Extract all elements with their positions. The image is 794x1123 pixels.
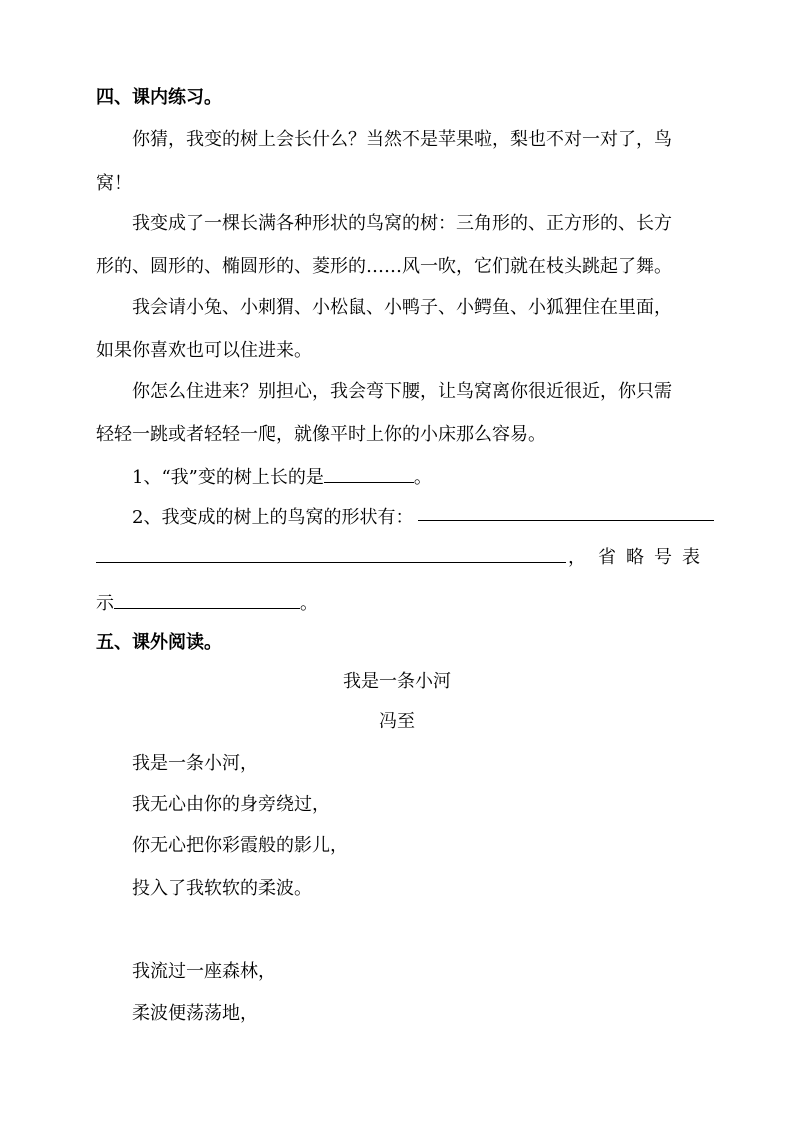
poem-line: 我无心由你的身旁绕过， <box>132 794 330 815</box>
prompt-char: 号 <box>654 547 672 568</box>
paragraph-4-line-1: 你怎么住进来？别担心，我会弯下腰，让鸟窝离你很近很近，你只需 <box>132 381 672 402</box>
section-4-heading: 四、课内练习。 <box>96 87 222 108</box>
paragraph-1-line-2: 窝！ <box>96 173 132 194</box>
question-1 <box>132 464 432 490</box>
question-2-answer-blank-2[interactable] <box>96 562 566 563</box>
question-2-ellipsis-prompt <box>598 546 700 570</box>
question-2-comma: ， <box>568 547 586 568</box>
poem-title: 我是一条小河 <box>343 671 451 692</box>
question-2-answer-blank-1[interactable] <box>418 520 714 521</box>
poem-line: 柔波便荡荡地， <box>132 1003 258 1024</box>
paragraph-3-line-2: 如果你喜欢也可以住进来。 <box>96 340 312 361</box>
poem-line: 我是一条小河， <box>132 753 258 774</box>
question-1-period: 。 <box>413 467 432 488</box>
question-1-answer-blank[interactable] <box>324 464 414 483</box>
poem-line: 我流过一座森林， <box>132 961 276 982</box>
question-2-line-3-text: 示 <box>96 593 114 614</box>
paragraph-3-line-1: 我会请小兔、小刺猬、小松鼠、小鸭子、小鳄鱼、小狐狸住在里面， <box>132 297 672 318</box>
question-2-line-3 <box>96 590 318 616</box>
poem-line: 你无心把你彩霞般的影儿， <box>132 835 348 856</box>
section-5-heading: 五、课外阅读。 <box>96 632 222 653</box>
question-2-line-3-period: 。 <box>300 593 318 614</box>
poem-author: 冯至 <box>379 711 415 732</box>
poem-line: 投入了我软软的柔波。 <box>132 878 312 899</box>
question-1-text: 1、“我”变的树上长的是 <box>132 467 324 488</box>
prompt-char: 省 <box>598 547 616 568</box>
paragraph-1-line-1: 你猜，我变的树上会长什么？当然不是苹果啦，梨也不对一对了，鸟 <box>132 129 672 150</box>
paragraph-4-line-2: 轻轻一跳或者轻轻一爬，就像平时上你的小床那么容易。 <box>96 424 546 445</box>
paragraph-2-line-1: 我变成了一棵长满各种形状的鸟窝的树：三角形的、正方形的、长方 <box>132 213 672 234</box>
prompt-char: 略 <box>626 547 644 568</box>
question-2-answer-blank-3[interactable] <box>114 590 300 609</box>
prompt-char: 表 <box>682 547 700 568</box>
paragraph-2-line-2: 形的、圆形的、椭圆形的、菱形的……风一吹，它们就在枝头跳起了舞。 <box>96 256 672 277</box>
question-2-text: 2、我变成的树上的鸟窝的形状有： <box>132 507 414 528</box>
